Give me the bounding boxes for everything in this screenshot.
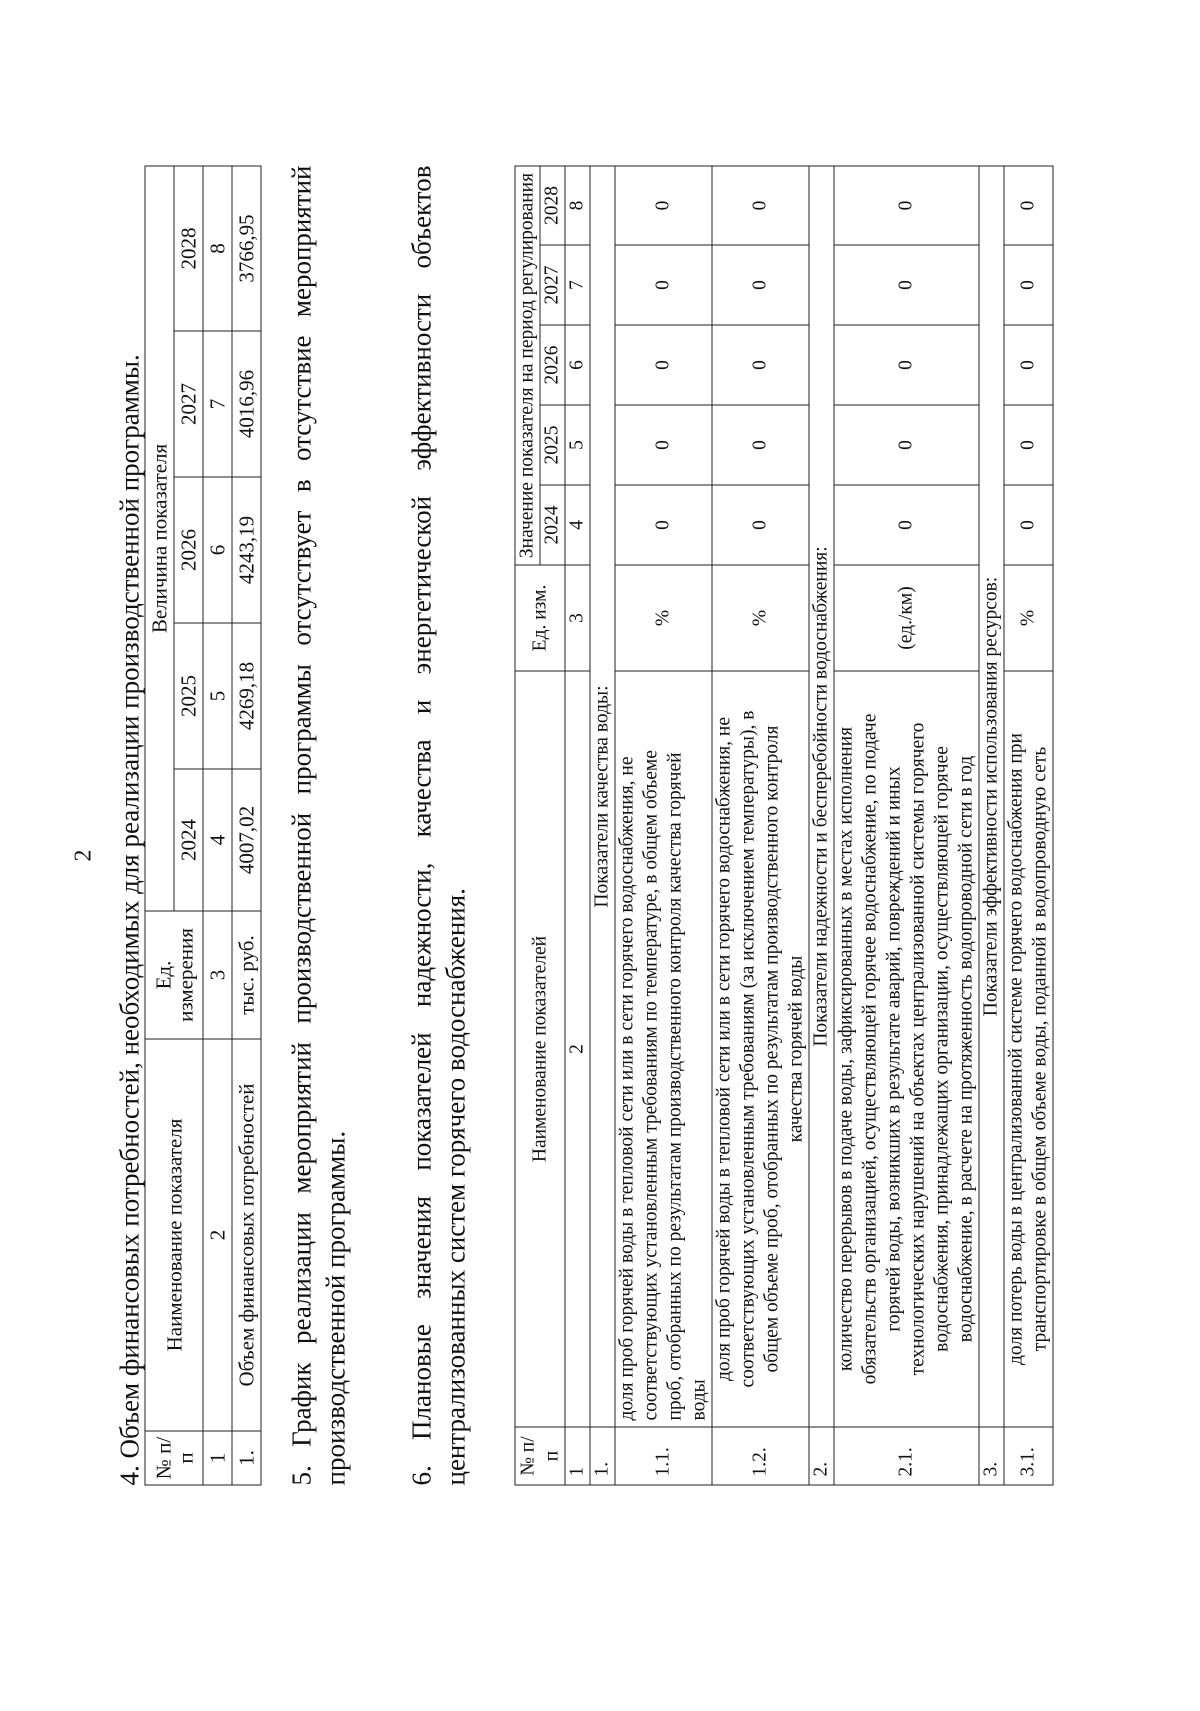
index-cell: 2	[203, 1039, 232, 1431]
table-row	[232, 166, 261, 1485]
row-unit: %	[615, 565, 712, 671]
row-value: 0	[834, 166, 979, 245]
row-value: 0	[834, 485, 979, 565]
row-value: 0	[615, 485, 712, 565]
header-num: № п/п	[145, 1431, 203, 1485]
index-cell: 1	[565, 1427, 590, 1485]
row-unit: %	[1004, 565, 1053, 671]
page-number: 2	[70, 849, 97, 862]
row-num: 1.1.	[615, 1427, 712, 1485]
header-year: 2027	[174, 331, 203, 477]
header-year: 2027	[540, 245, 565, 325]
header-num: № п/п	[515, 1427, 565, 1485]
table-index-row	[203, 166, 232, 1485]
section-title: Показатели эффективности использования ресурсов:	[979, 166, 1004, 1427]
row-value: 0	[712, 325, 809, 405]
header-year: 2025	[174, 623, 203, 769]
header-year: 2024	[174, 769, 203, 911]
row-name-line: количество перерывов в подаче воды, зафиксированных в местах исполнения	[835, 726, 857, 1372]
row-value: 4243,19	[232, 477, 261, 623]
section-6-line: централизованных систем горячего водоснабжения.	[440, 888, 471, 1486]
index-cell: 3	[565, 565, 590, 671]
row-name-line: соответствующих установленным требованиям по температуре, в общем объеме	[640, 750, 662, 1421]
section-title: Показатели надежности и бесперебойности водоснабжения:	[809, 166, 834, 1427]
document-page	[53, 76, 1148, 1636]
row-value: 0	[615, 325, 712, 405]
header-year: 2026	[174, 477, 203, 623]
row-value: 0	[712, 485, 809, 565]
header-value-group: Величина показателя	[145, 166, 174, 911]
row-name: Объем финансовых потребностей	[232, 1039, 261, 1431]
row-name-line: общем объеме проб, отобранных по результатам производственного контроля	[761, 725, 783, 1373]
table-row	[834, 166, 979, 1485]
row-value: 0	[834, 325, 979, 405]
row-unit: %	[712, 565, 809, 671]
row-unit: (ед./км)	[834, 565, 979, 671]
index-cell: 7	[565, 245, 590, 325]
row-name-line: технологических нарушений на объектах централизованной системы горячего	[907, 722, 929, 1376]
table-header-row	[145, 166, 174, 1485]
table-index-row	[565, 166, 590, 1485]
row-value: 4269,18	[232, 623, 261, 769]
section-num: 1.	[590, 1427, 615, 1485]
index-cell: 3	[203, 911, 232, 1039]
row-value: 0	[834, 245, 979, 325]
index-cell: 5	[565, 405, 590, 485]
section-num: 3.	[979, 1427, 1004, 1485]
header-year: 2024	[540, 485, 565, 565]
row-name	[1004, 671, 1053, 1427]
row-value: 0	[712, 166, 809, 245]
header-unit: Ед. измерения	[145, 911, 203, 1039]
section-num: 2.	[809, 1427, 834, 1485]
row-name-line: доля проб горячей воды в тепловой сети или в сети горячего водоснабжения, не	[616, 756, 638, 1421]
section-title: Показатели качества воды:	[590, 166, 615, 1427]
row-value: 0	[712, 245, 809, 325]
index-cell: 6	[203, 477, 232, 623]
index-cell: 4	[565, 485, 590, 565]
header-unit: Ед. изм.	[515, 565, 565, 671]
row-value: 0	[712, 405, 809, 485]
section-6-line: 6. Плановые значения показателей надежности, качества и энергетической эффективности объектов	[406, 165, 437, 1486]
row-value: 0	[615, 405, 712, 485]
row-value: 0	[1004, 245, 1053, 325]
row-value: 3766,95	[232, 166, 261, 331]
row-unit: тыс. руб.	[232, 911, 261, 1039]
row-name-line: горячей воды, возникших в результате аварий, повреждений и иных	[883, 766, 905, 1332]
header-value-group: Значение показателя на период регулирования	[515, 166, 540, 565]
financial-needs-table	[145, 166, 262, 1486]
row-name-line: соответствующих установленным требованиям (за исключением температуры), в	[737, 710, 759, 1388]
section-row	[809, 166, 834, 1485]
indicators-table	[515, 166, 1054, 1486]
section-5-line: производственной программы.	[320, 1130, 351, 1486]
row-name-line: транспортировке в общем объеме воды, поданной в водопроводную сеть	[1029, 746, 1051, 1352]
header-year: 2028	[174, 166, 203, 331]
index-cell: 7	[203, 331, 232, 477]
row-name-line: доля проб горячей воды в тепловой сети или в сети горячего водоснабжения, не	[713, 717, 735, 1381]
row-value: 0	[1004, 485, 1053, 565]
row-value: 0	[1004, 325, 1053, 405]
section-5-paragraph	[285, 166, 353, 1486]
index-cell: 8	[565, 166, 590, 245]
row-value: 0	[834, 405, 979, 485]
row-name-line: обязательств организацией, осуществляющей горячее водоснабжение, по подаче	[859, 713, 881, 1385]
section-row	[590, 166, 615, 1485]
index-cell: 8	[203, 166, 232, 331]
section-4-title: 4. Объем финансовых потребностей, необходимых для реализации производственной программы.	[114, 354, 145, 1486]
header-name: Наименование показателей	[515, 671, 565, 1427]
index-cell: 4	[203, 769, 232, 911]
section-5-line: 5. График реализации мероприятий производственной программы отсутствует в отсутствие мероприятий	[286, 165, 317, 1486]
header-year: 2028	[540, 166, 565, 245]
row-num: 1.2.	[712, 1427, 809, 1485]
row-name	[615, 671, 712, 1427]
row-num: 1.	[232, 1431, 261, 1485]
table-row	[1004, 166, 1053, 1485]
row-num: 3.1.	[1004, 1427, 1053, 1485]
index-cell: 5	[203, 623, 232, 769]
section-6-paragraph	[405, 166, 473, 1486]
row-name	[834, 671, 979, 1427]
row-name-line: доля потерь воды в централизованной системе горячего водоснабжения при	[1005, 733, 1027, 1365]
header-name: Наименование показателя	[145, 1039, 203, 1431]
index-cell: 6	[565, 325, 590, 405]
row-name-line: водоснабжение, в расчете на протяженность водопроводной сети в год	[955, 755, 977, 1343]
row-name-line: проб, отобранных по результатам производственного контроля качества горячей	[664, 752, 686, 1421]
row-name-line: воды	[688, 1379, 710, 1421]
table-row	[712, 166, 809, 1485]
header-year: 2025	[540, 405, 565, 485]
row-name	[712, 671, 809, 1427]
row-value: 0	[1004, 405, 1053, 485]
row-value: 0	[615, 166, 712, 245]
row-num: 2.1.	[834, 1427, 979, 1485]
header-year: 2026	[540, 325, 565, 405]
row-value: 4007,02	[232, 769, 261, 911]
table-row	[615, 166, 712, 1485]
row-value: 0	[615, 245, 712, 325]
index-cell: 2	[565, 671, 590, 1427]
table-header-row	[515, 166, 540, 1485]
index-cell: 1	[203, 1431, 232, 1485]
row-value: 0	[1004, 166, 1053, 245]
section-row	[979, 166, 1004, 1485]
row-name-line: водоснабжения, принадлежащих организации, осуществляющей горячее	[931, 746, 953, 1352]
row-name-line: качества горячей воды	[785, 955, 807, 1143]
row-value: 4016,96	[232, 331, 261, 477]
